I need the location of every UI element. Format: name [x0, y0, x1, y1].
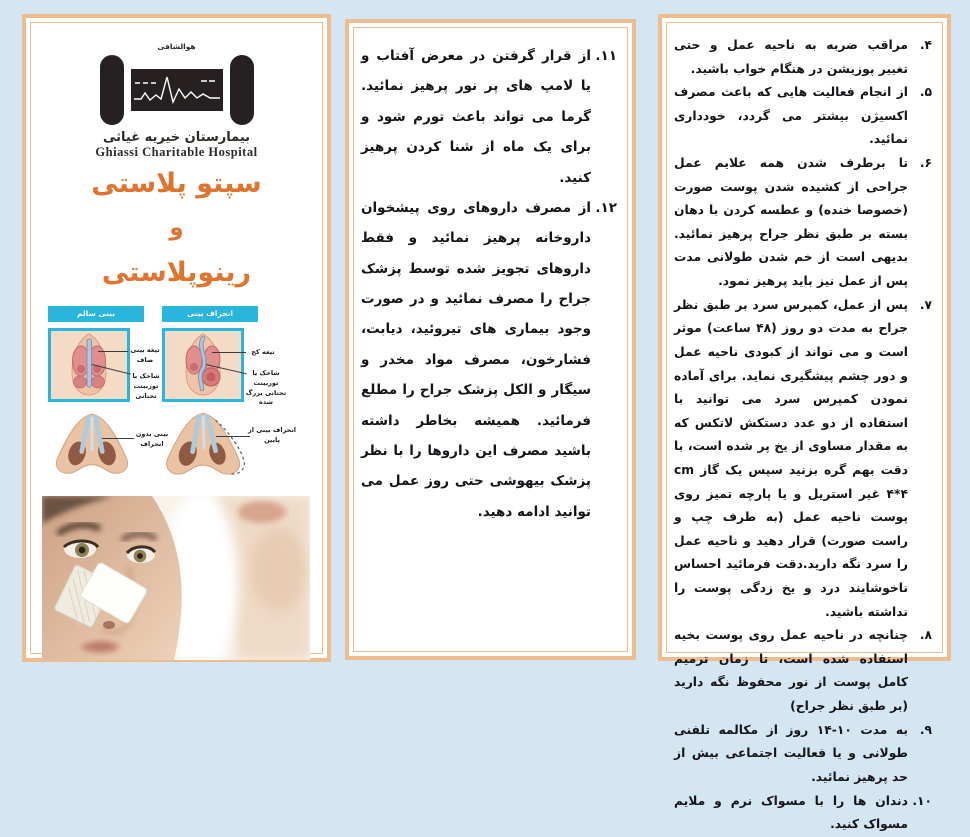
hospital-name-fa: بیمارستان خیریه غیاثی [102, 130, 251, 145]
item-text: از قرار گرفتن در معرض آفتاب و یا لامپ های پر نور پرهیز نمائید. گرما می تواند باعث تورم شود و برای یک ماه از شنا کردن پرهیز کنید. [361, 48, 591, 186]
item-number: ۷. [919, 297, 932, 312]
item-text: پس از عمل، کمپرس سرد بر طبق نظر جراح به مدت دو روز (۴۸ ساعت) موثر است و می تواند از کبودی ناحیه عمل و دور چشم پیشگیری نماید. برای آماده نمودن کمپرس سرد می توانید با استفاده از دو عدد دستکش لاتکس که به مقدار مساوی از یخ پر شده است، با دقت بهم گره بزنید سپس یک گاز cm ۴*۴ غیر استریل و یا پارچه تمیز روی پوست ناحیه عمل (به طرف چپ و راست صورت) قرار دهید و ناحیه عمل را سرد نگه دارید.دقت فرمائید احساس ناخوشایند درد و یخ زدگی پوست را نداشته باشید. [674, 297, 908, 619]
no-deviation-label: بینی بدون انحراف [135, 430, 169, 448]
healthy-nose-header: بینی سالم [48, 306, 144, 322]
bismillah-text: هوالشافی [157, 42, 196, 51]
cover-panel [22, 14, 331, 662]
pointer-line [216, 436, 250, 437]
instruction-item [674, 294, 933, 625]
hospital-name-en: Ghiassi Charitable Hospital [95, 145, 258, 159]
healthy-nose-illustration [48, 328, 130, 402]
ecg-waveform-icon [131, 69, 223, 111]
pointer-line [102, 438, 134, 439]
instruction-item [674, 34, 933, 81]
nose-bottom-view-deviated [160, 410, 250, 480]
item-number: ۵. [919, 85, 932, 100]
item-text: از مصرف داروهای روی پیشخوان داروخانه پرهیز نمائید و فقط داروهای تجویز شده توسط پزشک جراح را مصرف نمائید و در صورت وجود بیماری های تیروئید، دیابت، فشارخون، مصرف مواد مخدر و سیگار و الکل پزشک جراح را مطلع فرمائید. همیشه بخاطر داشته باشید مصرف این داروها را با نظر پزشک بیهوشی حتی روز عمل می توانید ادامه دهید. [361, 199, 591, 520]
instructions-panel-4-10 [658, 14, 951, 832]
septum-straight-label: تیغه بینی صاف [130, 346, 160, 364]
instruction-item [674, 152, 933, 294]
item-number: ۶. [919, 156, 932, 171]
item-number: ۸. [919, 628, 932, 643]
instruction-item [674, 81, 933, 152]
logo-left-pillar [100, 55, 124, 125]
pointer-line [212, 352, 246, 353]
septum-crooked-label: تیغه کج [251, 348, 275, 356]
item-text: مراقب ضربه به ناحیه عمل و حتی تغییر پوزیشن در هنگام خواب باشید. [674, 38, 908, 76]
deviation-below-label: انحراف بینی از پایین [248, 426, 296, 444]
item-text: به مدت ۱۰-۱۴ روز از مکالمه تلفنی طولانی و یا فعالیت اجتماعی بیش از حد پرهیز نمائید. [674, 722, 908, 784]
turbinate-label: شاخک یا توربینت تحتانی [132, 372, 160, 400]
title-line-2: و [169, 215, 184, 241]
hospital-logo [34, 42, 319, 160]
instruction-item [361, 41, 618, 193]
nose-anatomy-diagram [40, 306, 314, 494]
instructions-panel-11-12 [345, 19, 636, 660]
instruction-item [674, 719, 933, 790]
item-text: تا برطرف شدن همه علایم عمل جراحی از کشیده شدن پوست صورت (خصوصا خنده) و عطسه کردن با دهان بسته بر طبق نظر جراح پرهیز نمائید. بدیهی است از خم شدن طولانی مدت پس از عمل نیز باید پرهیز نمود. [674, 156, 908, 289]
hospital-logo-icon [34, 53, 319, 127]
deviated-nose-header: انحراف بینی [162, 306, 258, 322]
item-number: ۱۱. [595, 48, 617, 64]
turbinate-enlarged-label: شاخک یا توربینت تحتانی بزرگ شده [245, 369, 287, 407]
nose-bottom-view-normal [50, 410, 134, 480]
pointer-line [98, 351, 128, 352]
instruction-item [674, 624, 933, 718]
logo-right-pillar [230, 55, 254, 125]
item-text: دندان ها را با مسواک نرم و ملایم مسواک کنید. [674, 793, 908, 832]
instruction-item [674, 790, 933, 837]
item-number: ۹. [919, 722, 932, 737]
title-line-1: سپتو پلاستی [91, 168, 262, 199]
item-number: ۱۲. [595, 199, 617, 216]
nose-bandage-photo [42, 496, 310, 660]
instruction-item [361, 193, 618, 527]
item-number: ۱۰. [912, 793, 932, 808]
title-line-3: رینوپلاستی [101, 257, 252, 288]
item-text: چنانچه در ناحیه عمل روی پوست بخیه استفاده شده است، تا زمان ترمیم کامل پوست از نور محفوظ نگه دارید (بر طبق نظر جراح) [674, 628, 908, 714]
brochure-title [34, 152, 319, 304]
deviated-nose-illustration [162, 328, 244, 402]
item-text: از انجام فعالیت هایی که باعث مصرف اکسیژن بیشتر می گردد، خودداری نمائید. [674, 85, 908, 147]
item-number: ۴. [919, 38, 932, 52]
